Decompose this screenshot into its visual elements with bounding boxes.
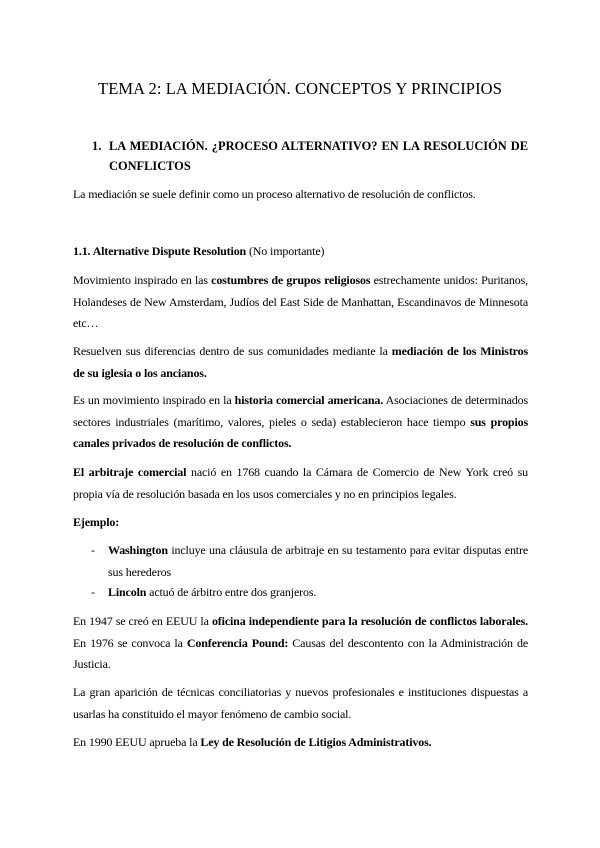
section-number: 1. bbox=[92, 139, 102, 153]
emphasis: oficina independiente para la resolución de conflictos laborales. bbox=[211, 614, 528, 628]
paragraph-labor-office: En 1947 se creó en EEUU la oficina independiente para la resolución de conflictos laborales. En 1976 se convoca la Conferencia Pound: Causas del descontento con la Administración de Justicia. bbox=[73, 614, 528, 671]
emphasis: sus propios canales privados de resolución de conflictos. bbox=[73, 414, 529, 450]
section-heading bbox=[92, 136, 528, 176]
emphasis: Conferencia Pound: bbox=[186, 635, 289, 650]
list-item: - Washington incluye una cláusula de arbitraje en su testamento para evitar disputas entre sus herederos bbox=[91, 540, 528, 583]
emphasis: historia comercial americana. bbox=[234, 393, 384, 407]
emphasis: Ley de Resolución de Litigios Administrativos. bbox=[200, 735, 432, 749]
paragraph-1990-law: En 1990 EEUU aprueba la Ley de Resolución de Litigios Administrativos. bbox=[73, 735, 432, 749]
paragraph-communities: Resuelven sus diferencias dentro de sus comunidades mediante la mediación de los Ministros de su iglesia o los ancianos. bbox=[73, 344, 528, 380]
page-title: TEMA 2: LA MEDIACIÓN. CONCEPTOS Y PRINCIPIOS bbox=[98, 79, 502, 98]
subsection-title: 1.1. Alternative Dispute Resolution bbox=[73, 244, 247, 258]
subsection-note: (No importante) bbox=[246, 244, 325, 258]
paragraph-social-change: La gran aparición de técnicas conciliatorias y nuevos profesionales e instituciones dispuestas a usarlas ha constituido el mayor fenómeno de cambio social. bbox=[73, 685, 528, 721]
list-bullet: - bbox=[91, 543, 95, 557]
example-label: Ejemplo: bbox=[73, 515, 120, 529]
list-bullet: - bbox=[91, 585, 95, 599]
paragraph-religious-groups: Movimiento inspirado en las costumbres de grupos religiosos estrechamente unidos: Puritanos, Holandeses de New Amsterdam, Judíos del East Side de Manhattan, Escandinavos de Minnesota etc… bbox=[73, 273, 528, 330]
paragraph-commercial-arbitration: El arbitraje comercial nació en 1768 cuando la Cámara de Comercio de New York creó su propia vía de resolución basada en los usos comerciales y no en principios legales. bbox=[73, 465, 528, 501]
section-heading-text: LA MEDIACIÓN. ¿PROCESO ALTERNATIVO? EN LA RESOLUCIÓN DE CONFLICTOS bbox=[109, 139, 528, 173]
intro-paragraph: La mediación se suele definir como un proceso alternativo de resolución de conflictos. bbox=[73, 187, 476, 201]
list-item: - Lincoln actuó de árbitro entre dos granjeros. bbox=[91, 582, 528, 604]
emphasis: El arbitraje comercial bbox=[73, 465, 187, 479]
emphasis: costumbres de grupos religiosos bbox=[211, 273, 371, 287]
subsection-heading bbox=[73, 241, 528, 263]
paragraph-commercial-history: Es un movimiento inspirado en la historia comercial americana. Asociaciones de determinados sectores industriales (marítimo, valores, pieles o seda) establecieron hace tiempo sus propios canales privados de resolución de conflictos. bbox=[73, 393, 529, 450]
emphasis: mediación de los Ministros de su iglesia o los ancianos. bbox=[73, 344, 528, 380]
